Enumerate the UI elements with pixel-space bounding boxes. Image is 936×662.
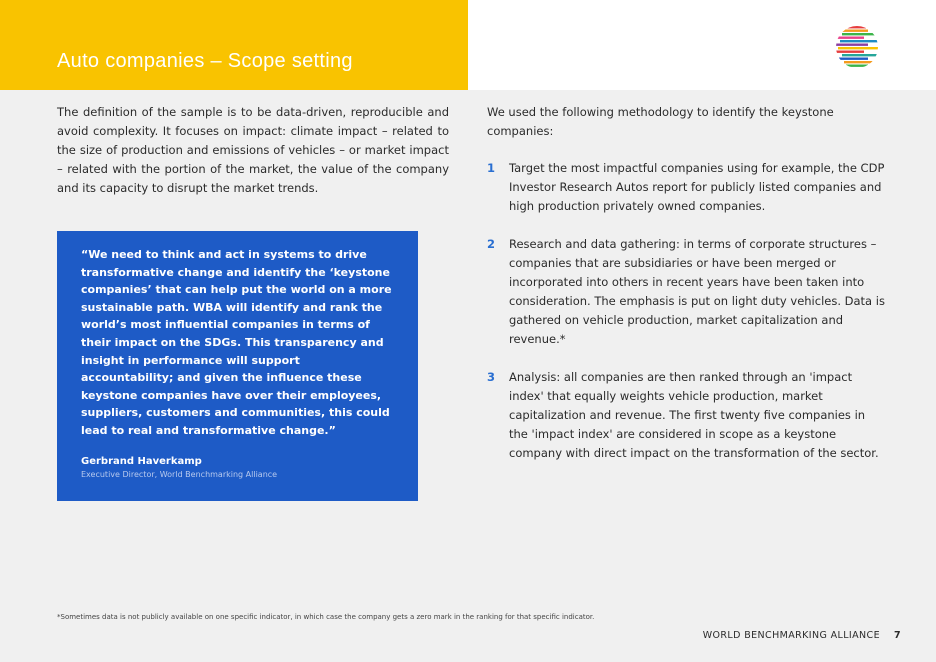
- footer-organization: WORLD BENCHMARKING ALLIANCE: [702, 630, 880, 641]
- footnote: *Sometimes data is not publicly available on one specific indicator, in which case the company gets a zero mark in the ranking for that specific indicator.: [57, 613, 595, 621]
- title-banner: [0, 0, 468, 90]
- quote-box: [57, 231, 418, 501]
- wba-striped-globe-icon: [834, 25, 880, 69]
- quote-text: “We need to think and act in systems to drive transformative change and identify the ‘keystone companies’ that can help put the world on a more sustainable path. WBA will identify and rank the world’s most influential companies in terms of their impact on the SDGs. This transparency and insight in performance will support accountability; and given the influence these keystone companies have over their employees, suppliers, customers and communities, this could lead to real and transformative change.”: [81, 248, 392, 437]
- step-text: Research and data gathering: in terms of corporate structures – companies that are subsidiaries or have been merged or incorporated into others in recent years have been taken into consideration. The emphasis is put on light duty vehicles. Data is gathered on vehicle production, market capitalization and revenue.*: [509, 237, 885, 346]
- methodology-step: [487, 368, 887, 463]
- methodology-step: [487, 235, 887, 349]
- step-number: 1: [487, 161, 496, 175]
- page-title: Auto companies – Scope setting: [57, 50, 353, 72]
- step-text: Target the most impactful companies using for example, the CDP Investor Research Autos report for publicly listed companies and high production privately owned companies.: [509, 161, 885, 213]
- methodology-steps: [487, 159, 887, 482]
- step-number: 3: [487, 370, 496, 384]
- page-footer: [703, 630, 901, 641]
- intro-paragraph: The definition of the sample is to be data-driven, reproducible and avoid complexity. It focuses on impact: climate impact – related to the size of production and emissions of vehicles – or market impact – related with the portion of the market, the value of the company and its capacity to disrupt the market trends.: [57, 105, 449, 195]
- step-number: 2: [487, 237, 496, 251]
- methodology-intro: We used the following methodology to identify the keystone companies:: [487, 105, 834, 138]
- step-text: Analysis: all companies are then ranked through an 'impact index' that equally weights vehicle production, market capitalization and revenue. The first twenty five companies in the 'impact index' are considered in scope as a keystone company with direct impact on the transformation of the sector.: [509, 370, 879, 460]
- page-number: 7: [893, 630, 901, 641]
- methodology-step: [487, 159, 887, 216]
- quote-author-role: Executive Director, World Benchmarking Alliance: [81, 469, 278, 479]
- quote-author: Gerbrand Haverkamp: [81, 455, 202, 467]
